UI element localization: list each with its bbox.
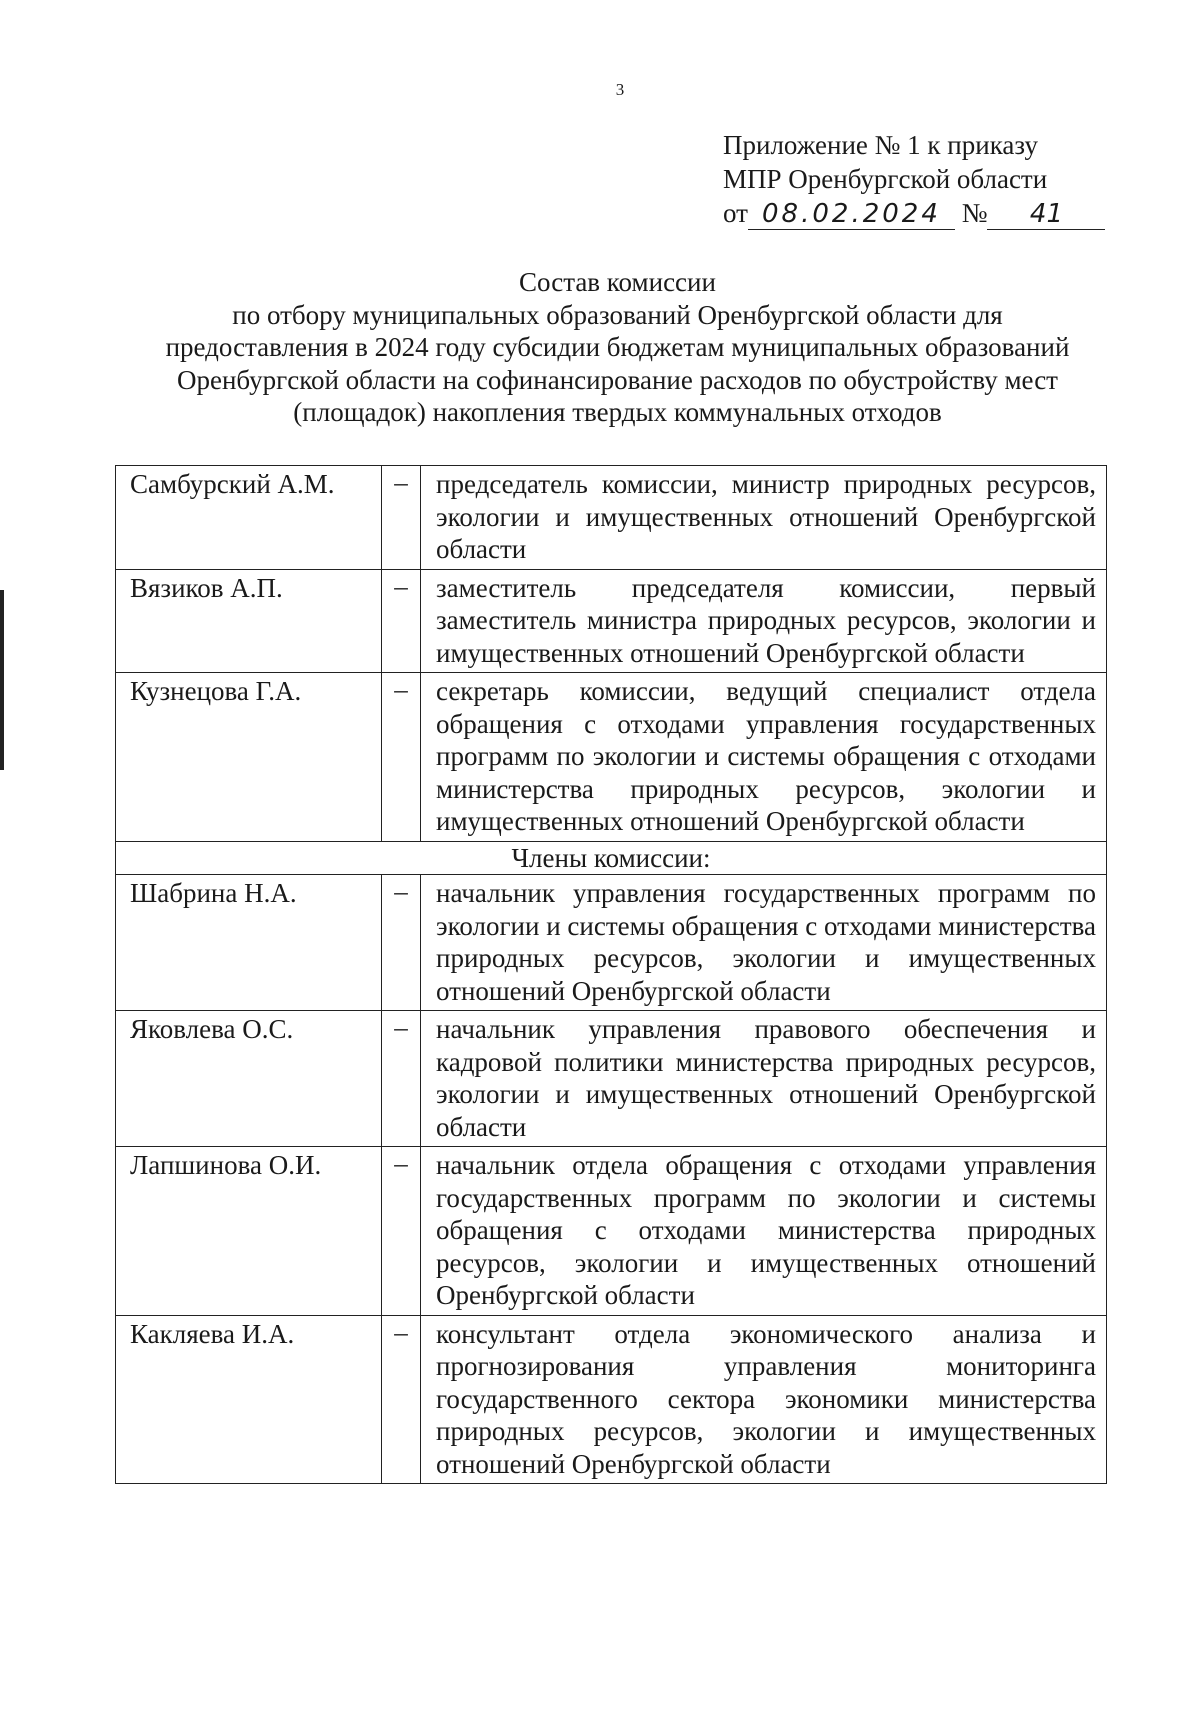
- table-row: [116, 1011, 1107, 1147]
- document-title: [100, 266, 1135, 429]
- title-line-3: предоставления в 2024 году субсидии бюджетам муниципальных образований: [165, 332, 1070, 362]
- title-line-2: по отбору муниципальных образований Оренбургской области для: [232, 299, 1003, 330]
- member-role: секретарь комиссии, ведущий специалист отдела обращения с отходами управления государственных программ по экологии и системы обращения с отходами министерства природных ресурсов, экологии и имущественных отношений Оренбургской области: [421, 673, 1107, 842]
- appendix-header: [723, 128, 1105, 230]
- member-name: Яковлева О.С.: [116, 1011, 382, 1147]
- dash-cell: –: [382, 673, 421, 842]
- member-name: Кузнецова Г.А.: [116, 673, 382, 842]
- member-role: консультант отдела экономического анализа и прогнозирования управления мониторинга государственного сектора экономики министерства природных ресурсов, экологии и имущественных отношений Оренбургской области: [421, 1315, 1107, 1484]
- appendix-date-line: [723, 196, 1105, 230]
- title-line-1: Состав комиссии: [519, 267, 716, 297]
- title-line-5: (площадок) накопления твердых коммунальных отходов: [293, 397, 942, 427]
- member-name: Какляева И.А.: [116, 1315, 382, 1484]
- member-role: начальник управления правового обеспечения и кадровой политики министерства природных ресурсов, экологии и имущественных отношений Оренбургской области: [421, 1011, 1107, 1147]
- member-name: Самбурский А.М.: [116, 466, 382, 570]
- title-line-4: Оренбургской области на софинансирование расходов по обустройству мест: [177, 364, 1058, 395]
- table-row: [116, 1315, 1107, 1484]
- table-row: [116, 673, 1107, 842]
- member-role: заместитель председателя комиссии, первый заместитель министра природных ресурсов, экологии и имущественных отношений Оренбургской области: [421, 569, 1107, 673]
- member-role: начальник отдела обращения с отходами управления государственных программ по экологии и системы обращения с отходами министерства природных ресурсов, экологии и имущественных отношений Оренбургской области: [421, 1147, 1107, 1316]
- handwritten-date: 08.02.2024: [748, 199, 955, 230]
- commission-table-body: [116, 466, 1107, 1484]
- dash-cell: –: [382, 1315, 421, 1484]
- members-heading-row: [116, 841, 1107, 875]
- scan-edge-mark: [0, 590, 4, 770]
- dash-cell: –: [382, 1147, 421, 1316]
- dash-cell: –: [382, 875, 421, 1011]
- commission-table: [115, 465, 1107, 1484]
- appendix-line-2: МПР Оренбургской области: [723, 164, 1048, 194]
- member-name: Шабрина Н.А.: [116, 875, 382, 1011]
- page-number: 3: [615, 80, 625, 99]
- member-name: Лапшинова О.И.: [116, 1147, 382, 1316]
- number-prefix: №: [961, 198, 988, 228]
- dash-cell: –: [382, 466, 421, 570]
- appendix-line-1: Приложение № 1 к приказу: [723, 130, 1038, 160]
- handwritten-number: 41: [987, 199, 1105, 230]
- dash-cell: –: [382, 1011, 421, 1147]
- table-row: [116, 569, 1107, 673]
- member-name: Вязиков А.П.: [116, 569, 382, 673]
- date-prefix: от: [723, 198, 748, 228]
- members-heading: Члены комиссии:: [116, 841, 1107, 875]
- member-role: начальник управления государственных программ по экологии и системы обращения с отходами министерства природных ресурсов, экологии и имущественных отношений Оренбургской области: [421, 875, 1107, 1011]
- member-role: председатель комиссии, министр природных ресурсов, экологии и имущественных отношений Оренбургской области: [421, 466, 1107, 570]
- table-row: [116, 875, 1107, 1011]
- table-row: [116, 1147, 1107, 1316]
- table-row: [116, 466, 1107, 570]
- dash-cell: –: [382, 569, 421, 673]
